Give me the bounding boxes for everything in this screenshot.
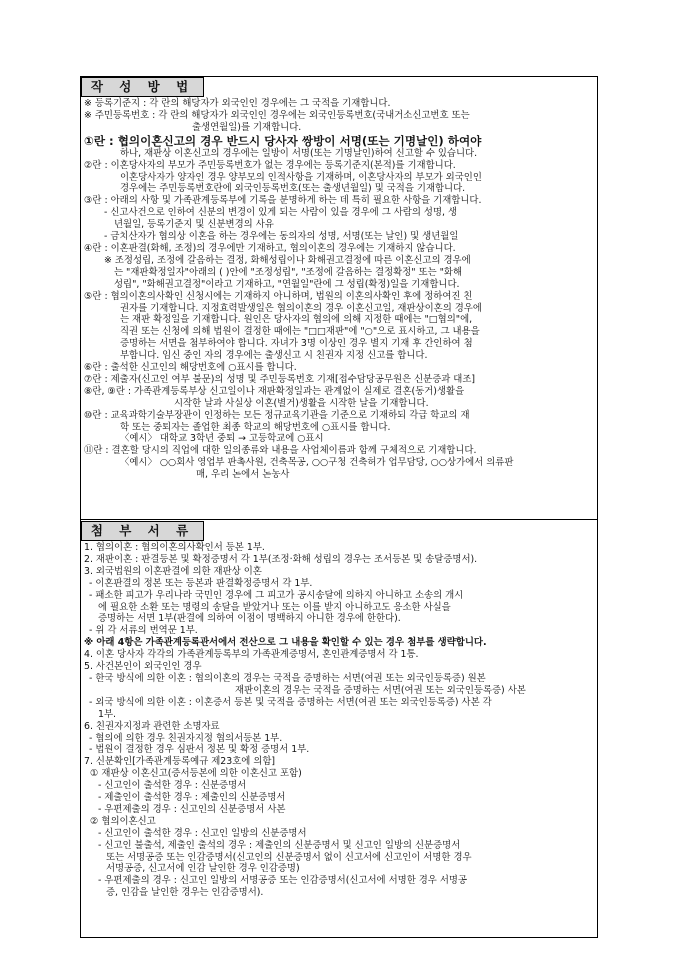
text-line: ※ 주민등록번호 : 각 란의 해당자가 외국인인 경우에는 외국인등록번호(국내거소신고번호 또는 [84, 109, 470, 121]
text-line: ※ 조정성립, 조정에 갈음하는 결정, 화해성립이나 화해권고결정에 따른 이혼신고의 경우에 [104, 254, 471, 266]
text-line: 1. 협의이혼 : 협의이혼의사확인서 등본 1부. [84, 542, 265, 553]
writing-method-header: 작 성 방 법 [81, 77, 204, 97]
text-line: 증명하는 서면을 첨부하여야 합니다. 자녀가 3명 이상인 경우 별지 기재 후 간인하여 첨 [120, 338, 473, 350]
text-line: ※ 등록기준지 : 각 란의 해당자가 외국인인 경우에는 그 국적을 기재합니다. [84, 98, 391, 109]
attachments-header: 첨 부 서 류 [81, 521, 204, 541]
text-line: 재판이혼의 경우는 국적을 증명하는 서면(여권 또는 외국인등록증) 사본 [235, 684, 526, 696]
text-line: ※ 아래 4항은 가족관계등록관서에서 전산으로 그 내용을 확인할 수 있는 경우 첨부를 생략합니다. [84, 637, 487, 649]
text-line: 시작한 날과 사실상 이혼(별거)생활을 시작한 날을 기재합니다. [174, 397, 429, 409]
text-line: - 신고인이 출석한 경우 : 신분증명서 [98, 780, 247, 792]
text-line: ⑩란 : 교육과학기술부장관이 인정하는 모든 정규교육기관을 기준으로 기재하되 각급 학교의 재 [84, 409, 470, 421]
text-line: 는 재판 확정일을 기재합니다. 원인은 당사자의 협의에 의해 지정한 때에는 "□협의"에, [120, 314, 473, 326]
text-line: 는 "재판확정일자"아래의 ( )안에 "조정성립", "조정에 갈음하는 결정확정" 또는 "화해 [114, 266, 463, 278]
writing-method-section [84, 98, 594, 481]
text-line: - 우편제출의 경우 : 신고인 일방의 서명공증 또는 인감증명서(신고서에 서명한 경우 서명공 [98, 875, 468, 887]
text-line: ① 재판상 이혼신고(증서등본에 의한 이혼신고 포함) [90, 768, 302, 780]
text-line: - 한국 방식에 의한 이혼 : 협의이혼의 경우는 국적을 증명하는 서면(여권 또는 외국인등록증) 원본 [89, 672, 486, 684]
text-line: ⑧란, ⑨란 : 가족관계등록부상 신고일이나 재판확정일과는 관계없이 실제로 결혼(동거)생활을 [84, 385, 465, 397]
text-line: ⑥란 : 출석한 신고인의 해당번호에 ○표시를 합니다. [84, 362, 297, 374]
text-line: 출생연월일)를 기재합니다. [192, 121, 302, 133]
text-line: 1부. [98, 708, 117, 720]
text-line: 〈예시〉 ○○회사 영업부 판촉사원, 건축목공, ○○구청 건축허가 업무담당, ○○상가에서 의류판 [120, 457, 514, 469]
text-line: - 협의에 의한 경우 친권자지정 협의서등본 1부. [89, 732, 283, 744]
text-line: - 이혼판결의 정본 또는 등본과 판결확정증명서 각 1부. [89, 577, 313, 589]
text-line: 성립", "화해권고결정"이라고 기재하고, "연월일"란에 그 성립(확정)일을 기재합니다. [114, 278, 460, 290]
form-frame [80, 76, 598, 938]
text-line: 증, 인감을 날인한 경우는 인감증명서). [106, 887, 264, 899]
text-line: ⑤란 : 협의이혼의사확인 신청시에는 기재하지 아니하며, 법원의 이혼의사확인 후에 정하여진 친 [84, 290, 473, 302]
text-line: 증명하는 서면 1부(판결에 의하여 이점이 명백하지 아니한 경우에 한한다). [98, 613, 401, 625]
text-line: ② 협의이혼신고 [90, 815, 156, 827]
text-line: 5. 사건본인이 외국인인 경우 [84, 661, 202, 673]
text-line: ①란 : 협의이혼신고의 경우 반드시 당사자 쌍방이 서명(또는 기명날인) 하여야 [84, 133, 482, 148]
text-line: ⑦란 : 제출자(신고인 여부 불문)의 성명 및 주민등록번호 기재[접수담당공무원은 신분증과 대조] [84, 373, 476, 385]
text-line: 이혼당사자가 양자인 경우 양부모의 인적사항을 기재하며, 이혼당사자의 부모가 외국인인 [120, 171, 482, 183]
text-line: 2. 재판이혼 : 판결등본 및 확정증명서 각 1부(조정·화해 성립의 경우는 조서등본 및 송달증명서). [84, 553, 478, 565]
text-line: 하나, 재판상 이혼신고의 경우에는 일방이 서명(또는 기명날인)하여 신고할 수 있습니다. [120, 147, 478, 159]
text-line: - 법원이 결정한 경우 심판서 정본 및 확정 증명서 1부. [89, 744, 310, 756]
text-line: - 신고인 불출석, 제출인 출석의 경우 : 제출인의 신분증명서 및 신고인 일방의 신분증명서 [98, 839, 461, 851]
text-line: - 제출인이 출석한 경우 : 제출인의 신분증명서 [98, 792, 286, 804]
attachments-section [84, 542, 594, 899]
text-line: 경우에는 주민등록번호란에 외국인등록번호(또는 출생년월일) 및 국적을 기재합니다. [120, 183, 466, 195]
text-line: 7. 신분확인[가족관계등록예규 제23호에 의함] [84, 756, 276, 768]
text-line: - 금치산자가 협의상 이혼을 하는 경우에는 동의자의 성명, 서명(또는 날인) 및 생년월일 [104, 231, 459, 243]
text-line: 4. 이혼 당사자 각각의 가족관계등록부의 가족관계증명서, 혼인관계증명서 각 1통. [84, 649, 419, 661]
text-line: - 신고사건으로 인하여 신분의 변경이 있게 되는 사람이 있을 경우에 그 사람의 성명, 생 [104, 207, 458, 219]
section-divider [81, 519, 597, 520]
text-line: 3. 외국법원의 이혼판결에 의한 재판상 이혼 [84, 565, 262, 577]
text-line: 서명공증, 신고서에 인감 날인한 경우 인감증명) [106, 863, 300, 875]
text-line: 또는 서명공증 또는 인감증명서(신고인의 신분증명서 없이 신고서에 신고인이 서명한 경우 [106, 851, 472, 863]
text-line: 부합니다. 임신 중인 자의 경우에는 출생신고 시 친권자 지정 신고를 합니다. [120, 350, 428, 362]
text-line: - 패소한 피고가 우리나라 국민인 경우에 그 피고가 공시송달에 의하지 아니하고 소송의 개시 [89, 589, 464, 601]
text-line: 에 필요한 소환 또는 명령의 송달을 받았거나 또는 이를 받지 아니하고도 응소한 사실을 [98, 601, 451, 613]
text-line: - 신고인이 출석한 경우 : 신고인 일방의 신분증명서 [98, 827, 307, 839]
text-line: 〈예시〉 대학교 3학년 중퇴 → 고등학교에 ○표시 [120, 433, 324, 445]
text-line: ④란 : 이혼판결(화해, 조정)의 경우에만 기재하고, 협의이혼의 경우에는 기재하지 않습니다. [84, 242, 456, 254]
text-line: 학 또는 중퇴자는 졸업한 최종 학교의 해당번호에 ○표시를 합니다. [120, 421, 391, 433]
text-line: - 우편제출의 경우 : 신고인의 신분증명서 사본 [98, 803, 286, 815]
text-line: ②란 : 이혼당사자의 부모가 주민등록번호가 없는 경우에는 등록기준지(본적)를 기재합니다. [84, 159, 456, 171]
text-line: 직권 또는 신청에 의해 법원이 결정한 때에는 "□□재판"에 "○"으로 표시하고, 그 내용을 [120, 326, 480, 338]
text-line: 년월일, 등록기준지 및 신분변경의 사유 [114, 219, 274, 231]
text-line: ⑪란 : 결혼할 당시의 직업에 대한 일의종류와 내용을 사업체이름과 함께 구체적으로 기재합니다. [84, 445, 477, 457]
text-line: 6. 친권자지정과 관련한 소명자료 [84, 720, 220, 732]
text-line: ③란 : 아래의 사항 및 가족관계등록부에 기록을 분명하게 하는 데 특히 필요한 사항을 기재합니다. [84, 195, 482, 207]
text-line: - 위 각 서류의 번역문 1부. [89, 625, 198, 637]
text-line: 매, 우리 논에서 논농사 [196, 469, 290, 481]
text-line: 권자를 기재합니다. 지정효력발생일은 협의이혼의 경우 이혼신고일, 재판상이혼의 경우에 [120, 302, 482, 314]
text-line: - 외국 방식에 의한 이혼 : 이혼증서 등본 및 국적을 증명하는 서면(여권 또는 외국인등록증) 사본 각 [89, 696, 492, 708]
